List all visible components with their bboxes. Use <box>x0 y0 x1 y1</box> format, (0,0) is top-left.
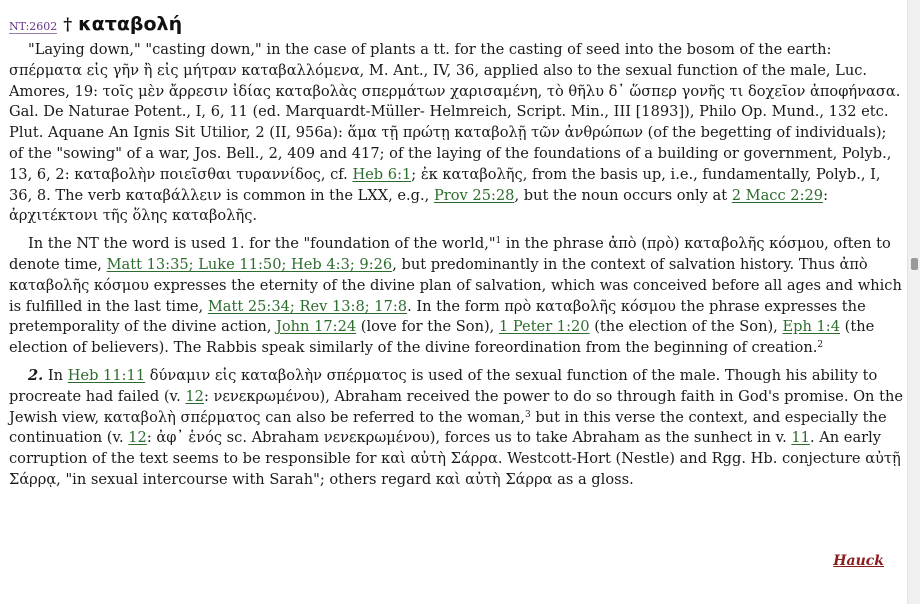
text: (the election of the Son), <box>589 318 783 336</box>
footnote-marker[interactable]: 2 <box>817 340 824 351</box>
text: , but predominantly in the context of salvation history. Thus ἀπὸ καταβολῆς κόσμου expresses the eternity of the divine plan of salvation, which was conceived before all ages and which is fulfilled in the last time, <box>9 255 902 315</box>
section-number: 2. <box>28 366 44 384</box>
text: : ἀφ᾽ ἑνός sc. Abraham νενεκρωμένου), forces us to take Abraham as the sunhect in v. <box>146 429 792 447</box>
paragraph-2 <box>9 234 904 359</box>
text: (the election of believers). The Rabbis speak similarly of the divine foreordination from the beginning of creation. <box>9 318 875 357</box>
strongs-ref-link[interactable]: NT:2602 <box>9 20 58 33</box>
scripture-link[interactable]: Heb 6:1 <box>352 165 412 183</box>
text: : νενεκρωμένου), Abraham received the power to do so through faith in God's promise. On the Jewish view, καταβολὴ σπέρματος can also be referred to the woman, <box>9 387 903 426</box>
scripture-link[interactable]: John 17:24 <box>276 318 357 336</box>
scripture-link[interactable]: 1 Peter 1:20 <box>498 318 590 336</box>
scripture-link[interactable]: Matt 13:35; Luke 11:50; Heb 4:3; 9:26 <box>106 255 393 273</box>
text: in the phrase ἀπὸ (πρὸ) καταβολῆς κόσμου, often to denote time, <box>9 235 891 273</box>
scripture-link[interactable]: 12 <box>128 429 147 447</box>
footnote-marker[interactable]: 1 <box>495 236 502 247</box>
dagger-icon: † <box>63 15 73 35</box>
scripture-link[interactable]: 12 <box>185 387 204 405</box>
text: . An early corruption of the text seems to be responsible for καὶ αὐτὴ Σάρρα. Westcott-Hort (Nestle) and Rgg. Hb. conjecture αὐτῇ Σάρρᾳ, "in sexual intercourse with Sarah"; others regard καὶ αὐτὴ Σάρρα as a gloss. <box>9 429 901 488</box>
scripture-link[interactable]: Matt 25:34; Rev 13:8; 17:8 <box>207 297 408 315</box>
footnote-marker[interactable]: 3 <box>524 409 531 420</box>
paragraph-1 <box>9 40 904 227</box>
text: In the NT the word is used 1. for the "foundation of the world," <box>28 235 496 253</box>
lemma-title: καταβολή <box>78 13 183 35</box>
scripture-link[interactable]: Heb 11:11 <box>67 366 146 384</box>
scripture-link[interactable]: Eph 1:4 <box>782 318 840 336</box>
text: δύναμιν εἰς καταβολὴν σπέρματος is used of the sexual function of the male. Though his ability to procreate had failed (v. <box>9 366 878 405</box>
text: ; ἐκ καταβολῆς, from the basis up, i.e., fundamentally, Polyb., I, 36, 8. The verb καταβάλλειν is common in the LXX, e.g., <box>9 165 881 204</box>
paragraph-3 <box>9 366 904 491</box>
text: In <box>43 366 68 384</box>
text: , but the noun occurs only at <box>514 186 732 204</box>
scripture-link[interactable]: Prov 25:28 <box>433 186 515 204</box>
entry-body <box>9 40 904 498</box>
text: but in this verse the context, and especially the continuation (v. <box>9 408 887 447</box>
text: . In the form πρὸ καταβολῆς κόσμου the phrase expresses the pretemporality of the divine action, <box>9 297 866 336</box>
vertical-scrollbar[interactable] <box>907 0 920 604</box>
author-signature[interactable]: Hauck <box>833 553 884 569</box>
scrollbar-thumb[interactable] <box>911 258 918 270</box>
entry-header <box>9 13 182 35</box>
scripture-link[interactable]: 2 Macc 2:29 <box>731 186 824 204</box>
text: "Laying down," "casting down," in the case of plants a tt. for the casting of seed into the bosom of the earth: σπέρματα εἰς γῆν ἢ εἰς μήτραν καταβαλλόμενα, M. Ant., IV, 36, applied also to the sexual function of the male, Luc. Amores, 19: τοῖς μὲν ἄρρεσιν ἰδίας καταβολὰς σπερμάτων χαρισαμένη, τὸ θῆλυ δ᾽ ὥσπερ γονῆς τι δοχεῖον ἀποφήνασα. Gal. De Naturae Potent., I, 6, 11 (ed. Marquardt-Müller- Helmreich, Script. Min., III [1893]), Philo Op. Mund., 132 etc. Plut. Aquane An Ignis Sit Utilior, 2 (II, 956a): ἅμα τῇ πρώτῃ καταβολῇ τῶν ἀνθρώπων (of the begetting of individuals); of the "sowing" of a war, Jos. Bell., 2, 409 and 417; of the laying of the foundations of a building or government, Polyb., 13, 6, 2: καταβολὴν ποιεῖσθαι τυραννίδος, cf. <box>9 41 901 183</box>
text: (love for the Son), <box>356 318 499 336</box>
scripture-link[interactable]: 11 <box>791 429 810 447</box>
text: : ἀρχιτέκτονι τῆς ὅλης καταβολῆς. <box>9 186 828 225</box>
